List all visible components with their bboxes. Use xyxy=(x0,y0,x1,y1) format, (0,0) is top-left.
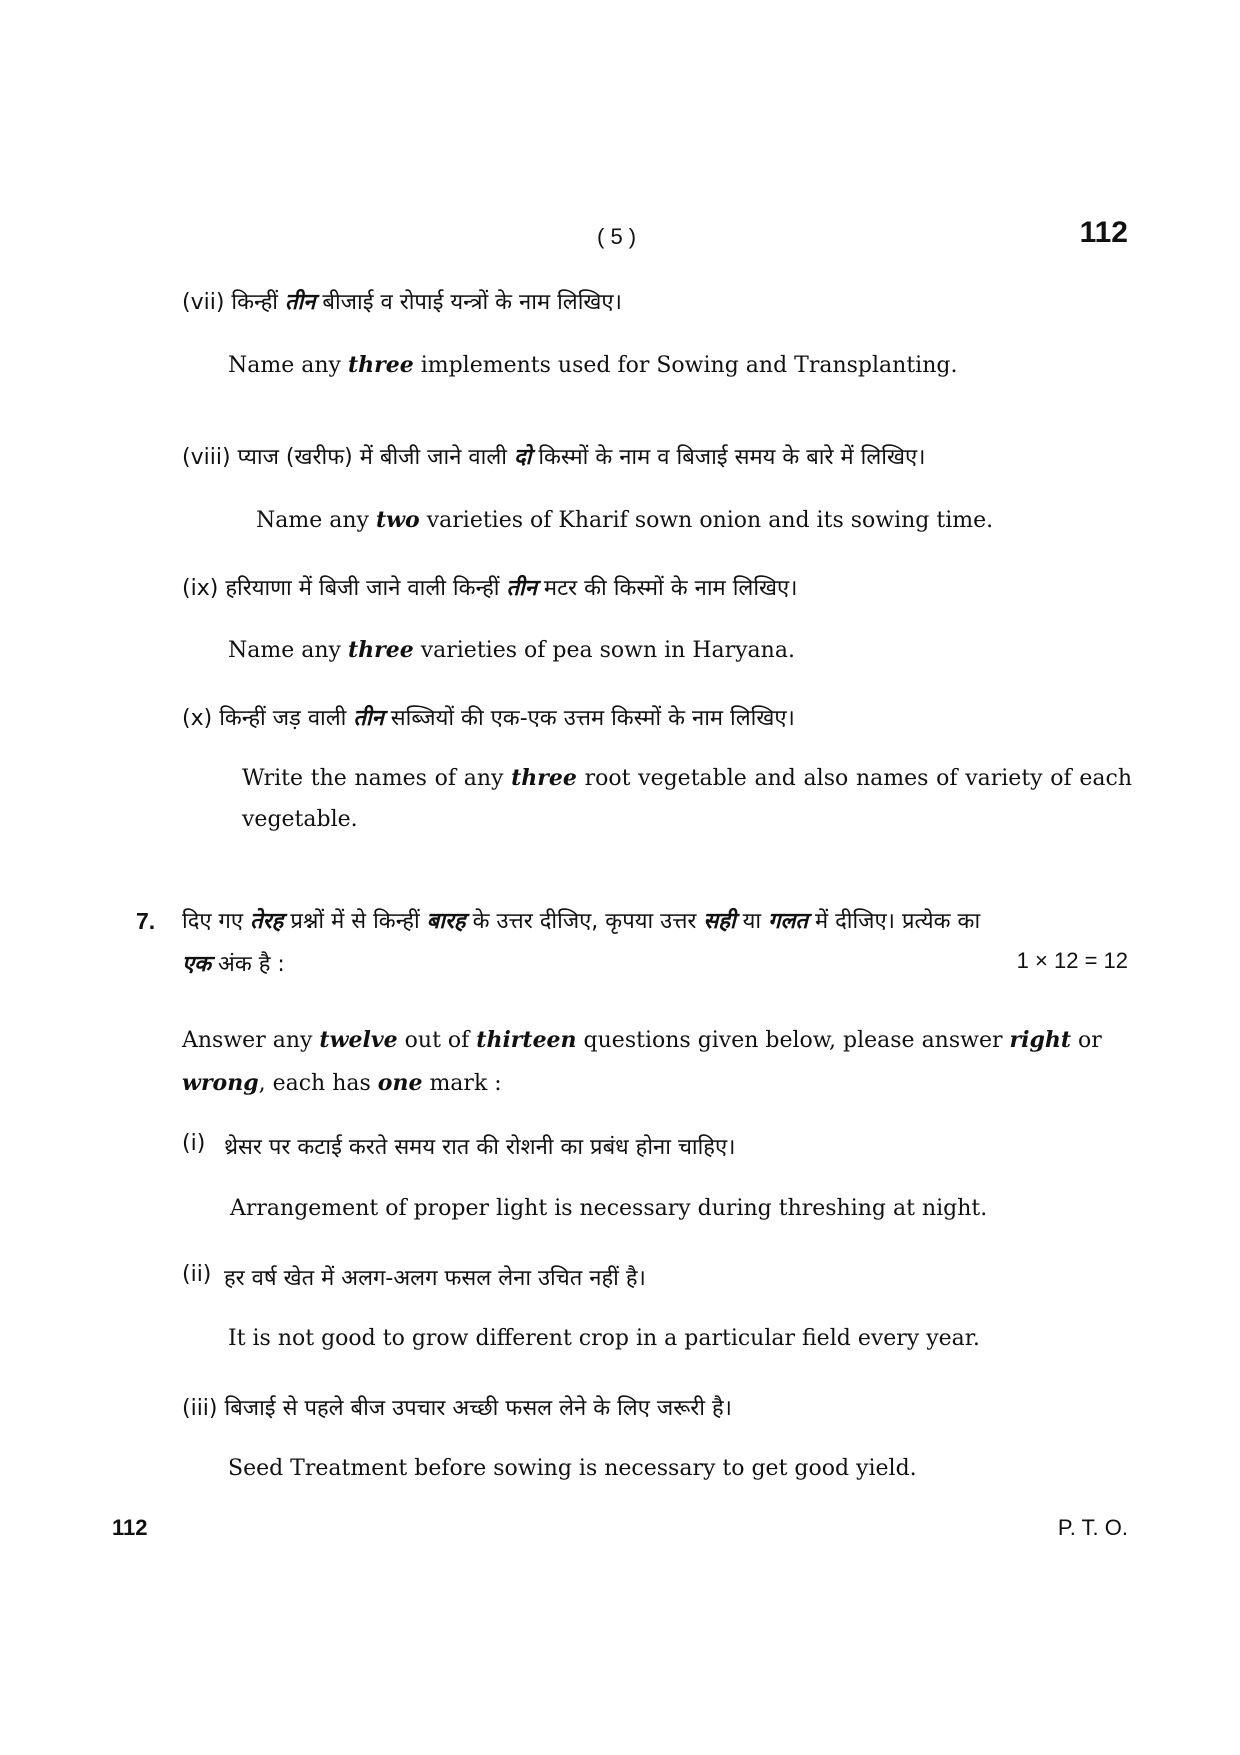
q6-viii-english: Name any two varieties of Kharif sown onion and its sowing time. xyxy=(256,507,994,533)
paper-code-header: 112 xyxy=(1079,216,1128,249)
q7-english-instructions: Answer any twelve out of thirteen questions given below, please answer right or wrong, each has one mark : xyxy=(182,1027,1102,1096)
q6-x-english: Write the names of any three root vegetable and also names of variety of each vegetable. xyxy=(242,765,1133,832)
q6-ix-english: Name any three varieties of pea sown in Haryana. xyxy=(228,637,795,663)
q6-vii-english: Name any three implements used for Sowing and Transplanting. xyxy=(228,352,958,378)
q6-x-hindi: (x) किन्हीं जड़ वाली तीन सब्जियों की एक-एक उत्तम किस्मों के नाम लिखिए। xyxy=(182,706,795,731)
q7-marks: 1 × 12 = 12 xyxy=(1016,948,1128,973)
q7-hindi-line1: दिए गए तेरह प्रश्नों में से किन्हीं बारह के उत्तर दीजिए, कृपया उत्तर सही या गलत में दीजिए। प्रत्येक का xyxy=(182,909,981,934)
q7-ii-english: It is not good to grow different crop in a particular field every year. xyxy=(228,1326,980,1351)
paper-code-footer: 112 xyxy=(112,1515,148,1540)
q7-hindi-line2: एक अंक है : xyxy=(182,952,285,977)
q7-iii-english: Seed Treatment before sowing is necessary to get good yield. xyxy=(228,1456,917,1481)
q7-i-number: (i) xyxy=(182,1131,206,1156)
q7-i-english: Arrangement of proper light is necessary during threshing at night. xyxy=(230,1196,988,1221)
q6-ix-hindi: (ix) हरियाणा में बिजी जाने वाली किन्हीं तीन मटर की किस्मों के नाम लिखिए। xyxy=(182,576,798,601)
q6-viii-hindi: (viii) प्याज (खरीफ) में बीजी जाने वाली दो किस्मों के नाम व बिजाई समय के बारे में लिखिए। xyxy=(182,445,926,470)
q7-ii-number: (ii) xyxy=(182,1262,212,1287)
q7-i-hindi: थ्रेसर पर कटाई करते समय रात की रोशनी का प्रबंध होना चाहिए। xyxy=(224,1135,736,1160)
q7-iii-hindi: (iii) बिजाई से पहले बीज उपचार अच्छी फसल लेने के लिए जरूरी है। xyxy=(182,1396,733,1421)
page-number: ( 5 ) xyxy=(597,224,637,249)
q6-vii-hindi: (vii) किन्हीं तीन बीजाई व रोपाई यन्त्रों के नाम लिखिए। xyxy=(182,290,622,315)
q7-number: 7. xyxy=(136,908,156,934)
q7-ii-hindi: हर वर्ष खेत में अलग-अलग फसल लेना उचित नहीं है। xyxy=(224,1266,646,1291)
pto-label: P. T. O. xyxy=(1057,1515,1128,1540)
